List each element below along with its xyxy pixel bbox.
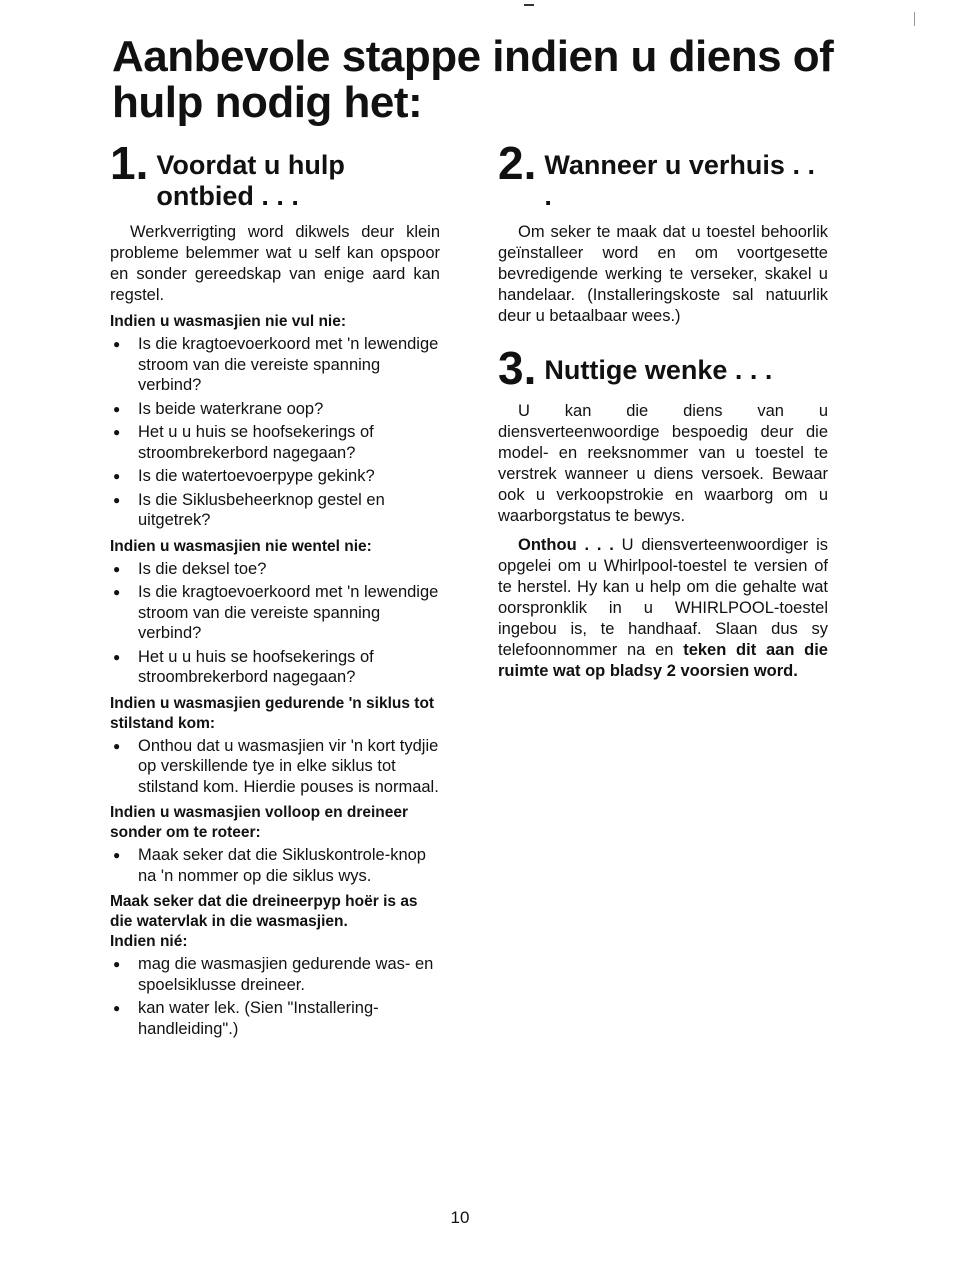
scan-mark-right xyxy=(914,12,915,26)
section1-intro: Werkverrigting word dikwels deur klein probleme belemmer wat u self kan opspoor en sonder gereedskap van enige aard kan regstel. xyxy=(110,223,440,304)
group-stops-mid-cycle xyxy=(110,694,440,798)
checklist xyxy=(110,736,440,798)
section1-number: 1. xyxy=(110,137,149,189)
list-item: ● mag die wasmasjien gedurende was- en spoelsiklusse dreineer. xyxy=(110,954,440,995)
section3-text: U kan die diens van u diensverteenwoordige bespoedig deur die model- en reeksnommer van u toestel te verstrek wanneer u diens versoek. Bewaar ook u verkoopstrokie en waarborg om u waarborgstatus te bewys. xyxy=(498,402,828,525)
list-item: ● Is die watertoevoerpype gekink? xyxy=(110,466,440,487)
group-heading: Indien u wasmasjien gedurende 'n siklus tot stilstand kom: xyxy=(110,694,435,732)
section2-text: Om seker te maak dat u toestel behoorlik geïnstalleer word en om voortgesette bevredigende werking te verseker, skakel u handelaar. (Installeringskoste sal natuurlik deur u betaalbaar wees.) xyxy=(498,223,828,325)
section3-number: 3. xyxy=(498,342,537,394)
remember-label: Onthou . . . xyxy=(518,536,614,554)
remember-text: U diensverteenwoordiger is opgelei om u Whirlpool-toestel te versien of te herstel. Hy kan u help om die gehalte wat oorspronklik in u WHIRLPOOL-toestel ingebou is, te handhaaf. Slaan dus sy telefoonnommer na en xyxy=(498,536,828,659)
checklist xyxy=(110,845,440,886)
section3-heading xyxy=(498,342,828,394)
section1-heading xyxy=(110,137,440,212)
section1-title: Voordat u hulp ontbied . . . xyxy=(156,150,345,211)
section3-remember xyxy=(498,535,828,682)
right-column xyxy=(498,137,828,682)
group-heading: Indien u wasmasjien nie wentel nie: xyxy=(110,537,372,555)
left-column xyxy=(110,137,440,1043)
checklist xyxy=(110,954,440,1039)
group-no-fill xyxy=(110,312,440,531)
drain-subheading: Indien nié: xyxy=(110,933,188,950)
list-item: ● Is die deksel toe? xyxy=(110,559,440,580)
group-drain-hose xyxy=(110,892,440,1039)
page-number: 10 xyxy=(450,1208,470,1227)
group-no-spin xyxy=(110,537,440,688)
page-title: Aanbevole stappe indien u diens of hulp nodig het: xyxy=(112,32,834,127)
list-item: ● kan water lek. (Sien "Installering-handleiding".) xyxy=(110,998,440,1039)
list-item: ● Is die Siklusbeheerknop gestel en uitgetrek? xyxy=(110,490,440,531)
list-item: ● Onthou dat u wasmasjien vir 'n kort tydjie op verskillende tye in elke siklus tot stilstand kom. Hierdie pouses is normaal. xyxy=(110,736,440,798)
group-fills-drains xyxy=(110,803,440,886)
checklist xyxy=(110,334,440,531)
group-heading: Indien u wasmasjien nie vul nie: xyxy=(110,313,347,330)
list-item: ● Is die kragtoevoerkoord met 'n lewendige stroom van die vereiste spanning verbind? xyxy=(110,582,440,644)
section3-title: Nuttige wenke . . . xyxy=(544,355,773,385)
list-item: ● Het u u huis se hoofsekerings of stroombrekerbord nagegaan? xyxy=(110,647,440,688)
list-item: ● Is die kragtoevoerkoord met 'n lewendige stroom van die vereiste spanning verbind? xyxy=(110,334,440,396)
list-item: ● Het u u huis se hoofsekerings of stroombrekerbord nagegaan? xyxy=(110,422,440,463)
section2-number: 2. xyxy=(498,137,537,189)
checklist xyxy=(110,559,440,688)
remember-bold: teken dit aan die ruimte wat op bladsy 2 voorsien word. xyxy=(498,641,828,680)
list-item: ● Is beide waterkrane oop? xyxy=(110,399,440,420)
section2-heading xyxy=(498,137,828,212)
group-heading: Indien u wasmasjien volloop en dreineer sonder om te roteer: xyxy=(110,804,409,841)
scan-mark-top xyxy=(524,4,534,6)
drain-heading: Maak seker dat die dreineerpyp hoër is as die watervlak in die wasmasjien. xyxy=(110,893,418,930)
section2-title: Wanneer u verhuis . . . xyxy=(544,150,815,211)
list-item: ● Maak seker dat die Sikluskontrole-knop na 'n nommer op die siklus wys. xyxy=(110,845,440,886)
